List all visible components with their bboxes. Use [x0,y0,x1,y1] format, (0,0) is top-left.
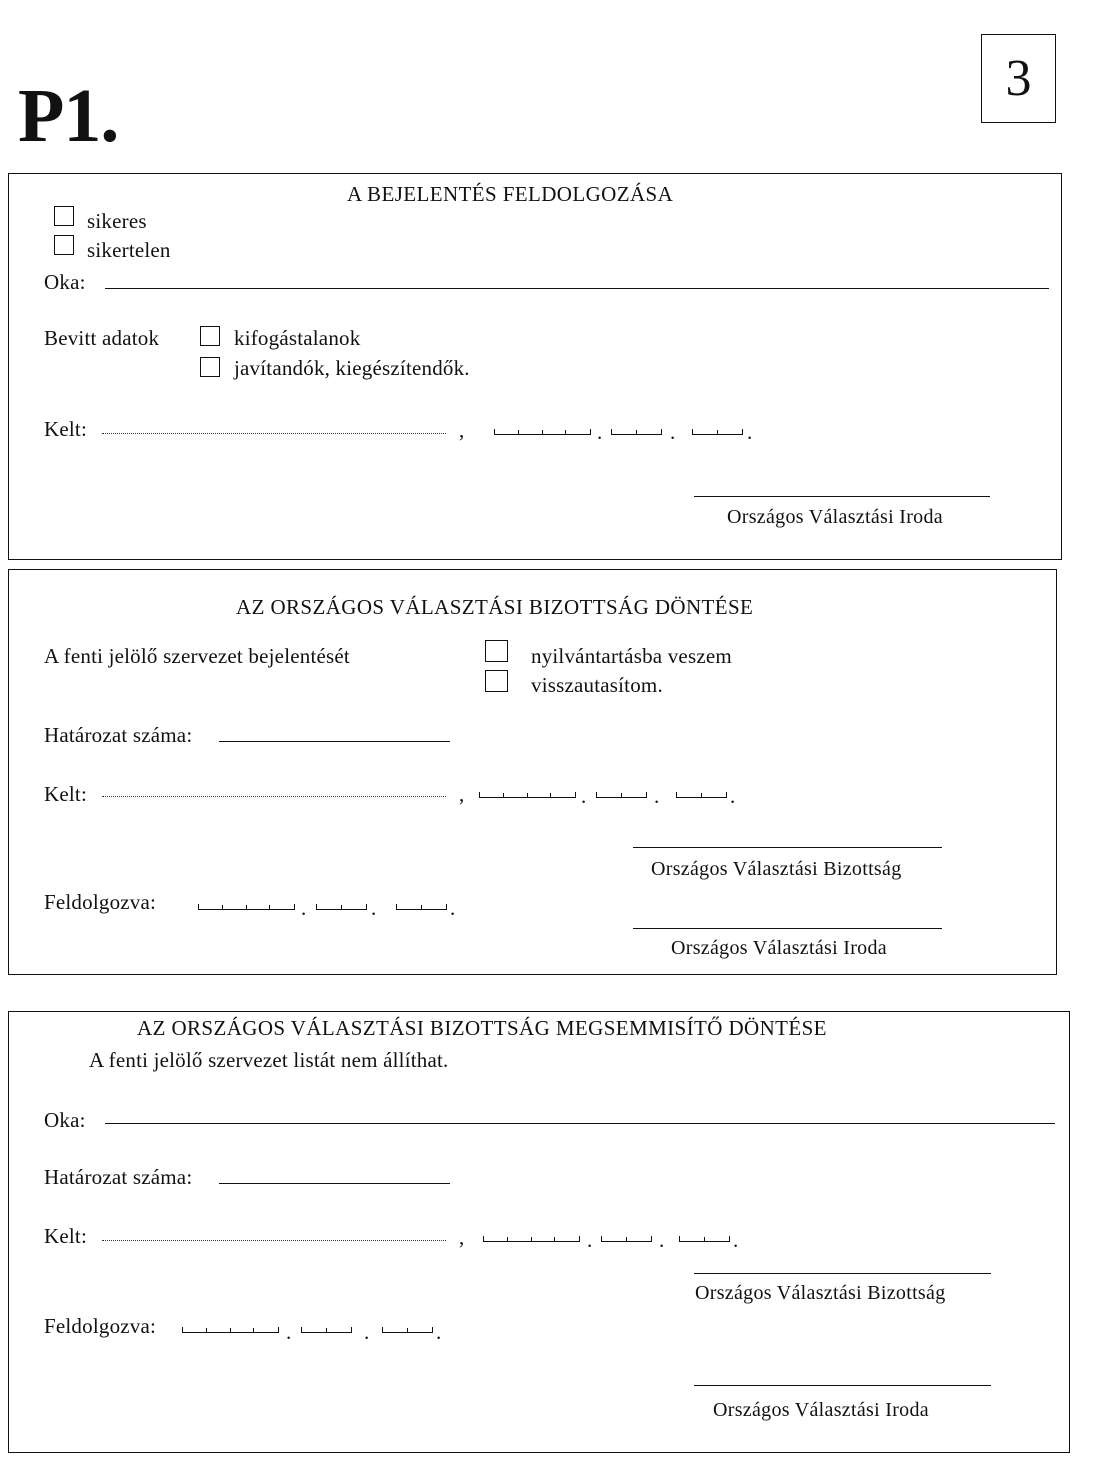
place-field[interactable] [102,796,446,797]
processed-label: Feldolgozva: [44,890,157,914]
failure-label: sikertelen [87,238,171,262]
processing-title: A BEJELENTÉS FELDOLGOZÁSA [347,182,674,206]
processed-year-field[interactable] [182,1327,279,1333]
annulment-statement: A fenti jelölő szervezet listát nem állíthat. [89,1048,449,1072]
date-dot: . [730,784,736,808]
committee-signatory-label: Országos Választási Bizottság [695,1282,946,1304]
reason-label: Oka: [44,1108,86,1132]
success-label: sikeres [87,209,147,233]
year-field[interactable] [479,792,576,798]
place-field[interactable] [102,433,446,434]
resolution-field[interactable] [219,1183,450,1184]
date-label: Kelt: [44,417,87,441]
reject-label: visszautasítom. [531,673,663,697]
office-signatory-label: Országos Választási Iroda [671,937,887,959]
reason-field[interactable] [105,1123,1055,1124]
processed-label: Feldolgozva: [44,1314,157,1338]
day-field[interactable] [679,1236,730,1242]
day-field[interactable] [692,429,743,435]
date-dot: . [587,1228,593,1252]
success-checkbox[interactable] [54,206,74,226]
signatory-label: Országos Választási Iroda [727,506,943,528]
date-dot: . [747,420,753,444]
processed-year-field[interactable] [198,904,295,910]
decision-title: AZ ORSZÁGOS VÁLASZTÁSI BIZOTTSÁG DÖNTÉSE [236,595,754,619]
processing-section [8,173,1062,560]
decision-statement: A fenti jelölő szervezet bejelentését [44,644,350,668]
committee-signatory-label: Országos Választási Bizottság [651,858,902,880]
committee-signature-line[interactable] [694,1273,991,1274]
reject-checkbox[interactable] [485,670,508,692]
year-field[interactable] [483,1236,580,1242]
date-dot: . [286,1320,292,1344]
resolution-label: Határozat száma: [44,723,193,747]
processed-month-field[interactable] [301,1327,352,1333]
processed-day-field[interactable] [382,1327,433,1333]
data-fix-label: javítandók, kiegészítendők. [234,356,470,380]
resolution-field[interactable] [219,741,450,742]
date-dot: . [581,784,587,808]
reason-label: Oka: [44,270,86,294]
register-checkbox[interactable] [485,640,508,662]
decision-section [8,569,1057,975]
data-ok-label: kifogástalanok [234,326,361,350]
place-field[interactable] [102,1240,446,1241]
year-field[interactable] [494,429,591,435]
annulment-title: AZ ORSZÁGOS VÁLASZTÁSI BIZOTTSÁG MEGSEMMISÍTŐ DÖNTÉSE [137,1016,827,1040]
processed-month-field[interactable] [316,904,367,910]
office-signature-line[interactable] [694,1385,991,1386]
date-dot: . [733,1228,739,1252]
date-dot: . [436,1320,442,1344]
date-comma: , [459,418,465,442]
office-signature-line[interactable] [633,928,942,929]
form-code: P1. [18,74,119,158]
date-dot: . [597,420,603,444]
office-signatory-label: Országos Választási Iroda [713,1399,929,1421]
date-label: Kelt: [44,1224,87,1248]
data-fix-checkbox[interactable] [200,357,220,377]
date-dot: . [654,784,660,808]
page-number-box: 3 [981,34,1056,123]
date-dot: . [450,896,456,920]
resolution-label: Határozat száma: [44,1165,193,1189]
date-label: Kelt: [44,782,87,806]
month-field[interactable] [596,792,647,798]
day-field[interactable] [676,792,727,798]
annulment-section [8,1011,1070,1453]
month-field[interactable] [611,429,662,435]
date-dot: . [364,1320,370,1344]
month-field[interactable] [601,1236,652,1242]
date-dot: . [371,896,377,920]
signature-line[interactable] [694,496,990,497]
date-dot: . [659,1228,665,1252]
processed-day-field[interactable] [396,904,447,910]
failure-checkbox[interactable] [54,235,74,255]
date-comma: , [459,1225,465,1249]
committee-signature-line[interactable] [633,847,942,848]
reason-field[interactable] [105,288,1049,289]
entered-data-label: Bevitt adatok [44,326,160,350]
register-label: nyilvántartásba veszem [531,644,732,668]
data-ok-checkbox[interactable] [200,326,220,346]
date-comma: , [459,782,465,806]
date-dot: . [670,420,676,444]
date-dot: . [301,896,307,920]
